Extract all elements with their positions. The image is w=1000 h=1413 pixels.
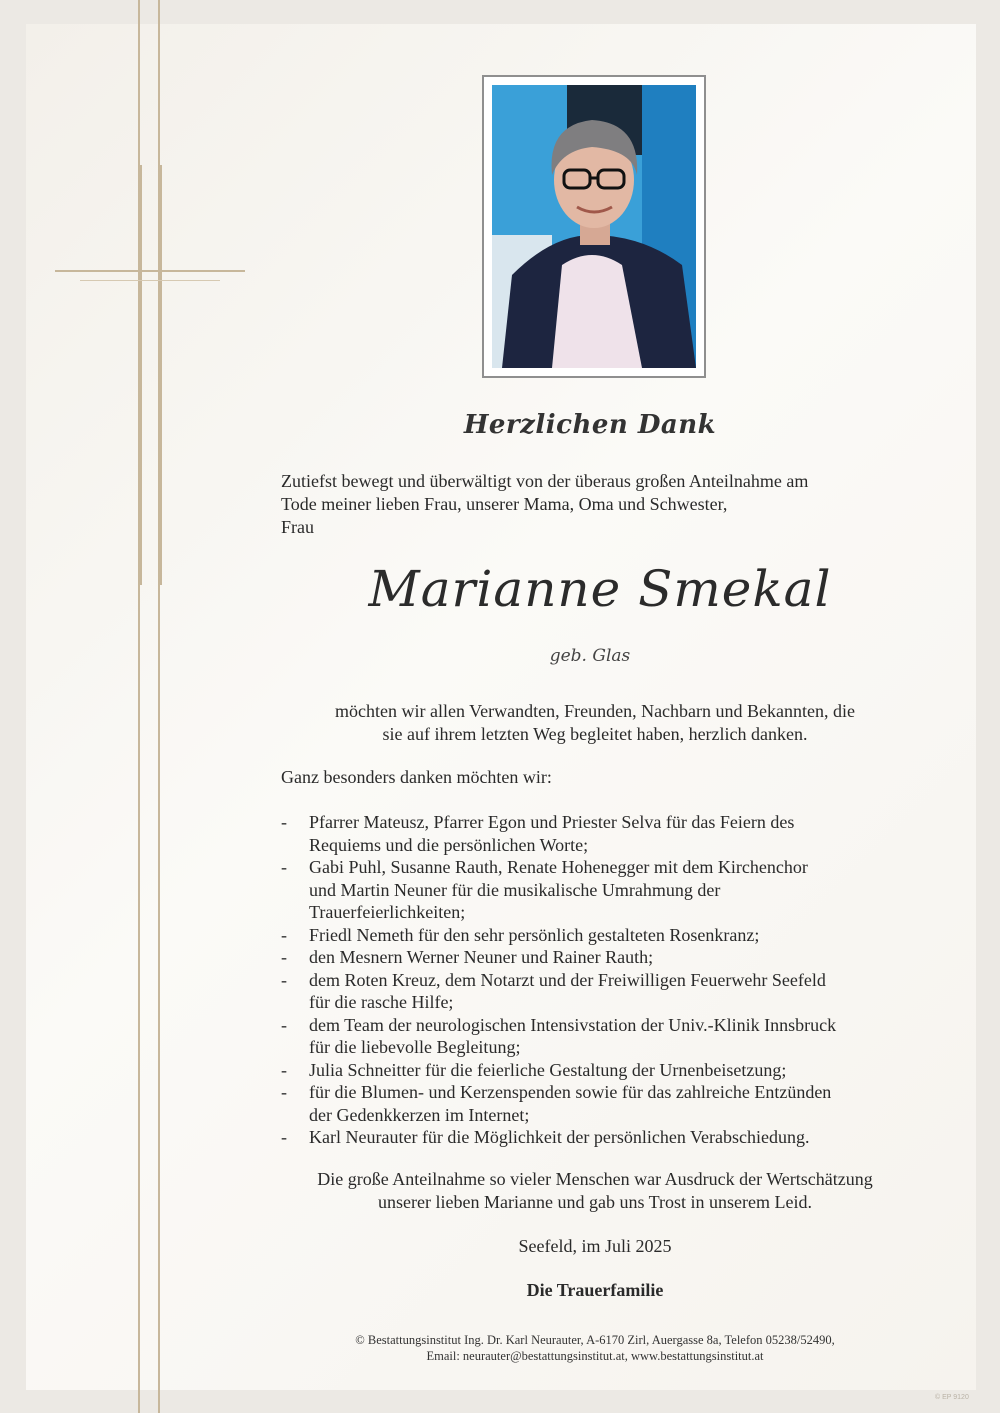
list-item: - dem Team der neurologischen Intensivstation der Univ.-Klinik Innsbruck für die liebevolle Begleitung; [281,1014,837,1057]
portrait-frame [482,75,706,378]
footer-line: Email: neurauter@bestattungsinstitut.at, www.bestattungsinstitut.at [426,1349,764,1363]
deceased-name: Marianne Smekal [368,560,832,618]
closing-line: Die große Anteilnahme so vieler Menschen war Ausdruck der Wertschätzung [317,1169,873,1189]
list-item: - den Mesnern Werner Neuner und Rainer Rauth; [281,947,654,967]
intro-line: Zutiefst bewegt und überwältigt von der überaus großen Anteilnahme am [281,471,809,491]
special-thanks-heading: Ganz besonders danken möchten wir: [281,767,552,787]
intro-line: Tode meiner lieben Frau, unserer Mama, Oma und Schwester, [281,494,728,514]
signature: Die Trauerfamilie [526,1280,664,1300]
list-item: - Friedl Nemeth für den sehr persönlich gestalteten Rosenkranz; [281,924,760,945]
thanks-list [281,811,921,1149]
list-item: - für die Blumen- und Kerzenspenden sowie für das zahlreiche Entzünden der Gedenkkerzen im Internet; [281,1082,832,1125]
closing-text [270,1168,920,1214]
footer [290,1332,900,1364]
intro-line: Frau [281,517,314,537]
thanks-text [290,700,900,746]
print-code: © EP 9120 [935,1394,969,1401]
list-item: - Gabi Puhl, Susanne Rauth, Renate Hohenegger mit dem Kirchenchor und Martin Neuner für die musikalische Umrahmung der Trauerfeierlichkeiten; [281,857,808,922]
footer-line: © Bestattungsinstitut Ing. Dr. Karl Neurauter, A-6170 Zirl, Auergasse 8a, Telefon 05238/52490, [355,1333,835,1347]
thanks-line: sie auf ihrem letzten Weg begleitet haben, herzlich danken. [382,724,808,744]
list-item: - dem Roten Kreuz, dem Notarzt und der Freiwilligen Feuerwehr Seefeld für die rasche Hilfe; [281,969,826,1012]
intro-text [281,470,921,539]
list-item: - Karl Neurauter für die Möglichkeit der persönlichen Verabschiedung. [281,1127,810,1147]
list-item: - Julia Schneitter für die feierliche Gestaltung der Urnenbeisetzung; [281,1059,787,1080]
list-item: - Pfarrer Mateusz, Pfarrer Egon und Priester Selva für das Feiern des Requiems und die persönlichen Worte; [281,812,795,855]
heading: Herzlichen Dank [463,410,717,440]
closing-line: unserer lieben Marianne und gab uns Trost in unserem Leid. [378,1192,812,1212]
birth-name: geb. Glas [549,646,631,666]
thanks-line: möchten wir allen Verwandten, Freunden, Nachbarn und Bekannten, die [334,701,855,721]
place-date: Seefeld, im Juli 2025 [518,1236,672,1256]
portrait-photo [492,85,696,368]
